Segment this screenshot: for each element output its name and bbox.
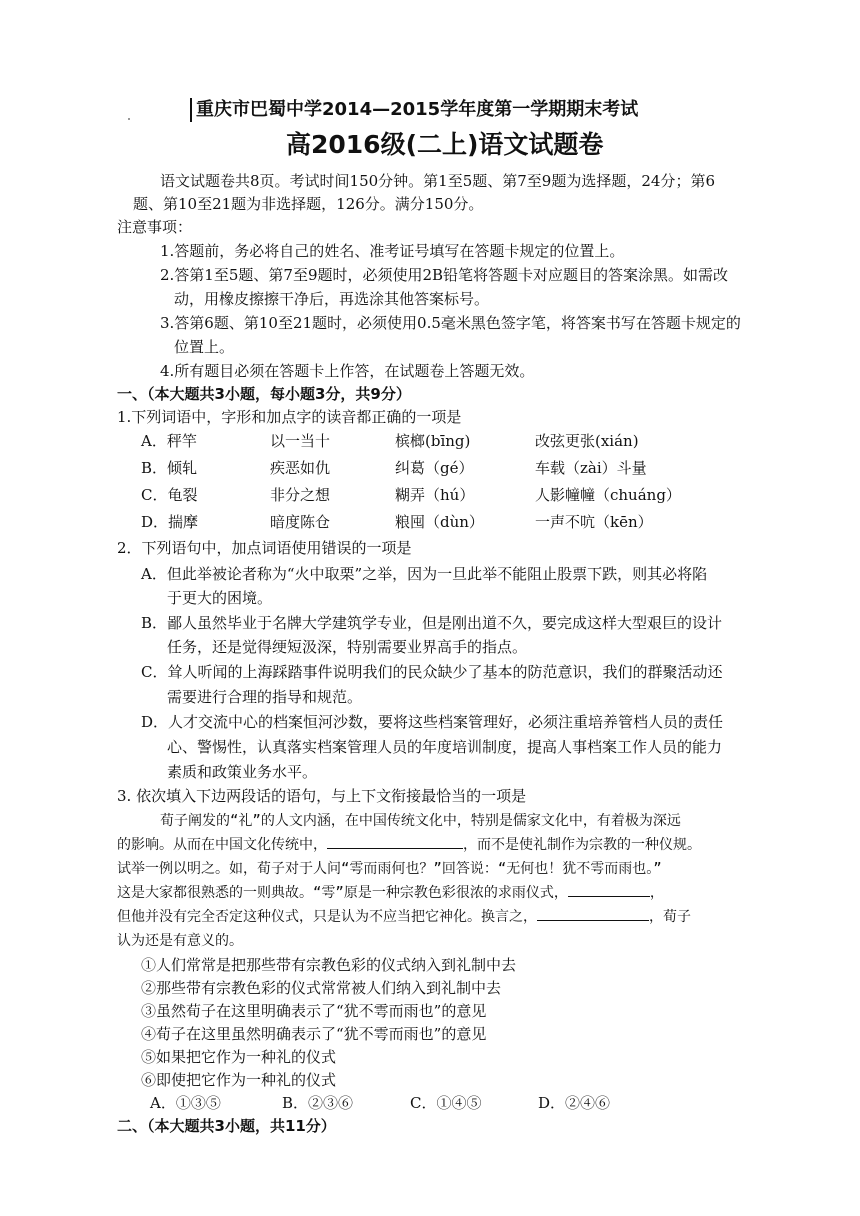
q1-a-word-1: A．秤竿: [141, 432, 197, 450]
q3-choice-d: D．②④⑥: [538, 1094, 611, 1112]
q3-passage-text: 的影响。从而在中国文化传统中，: [117, 837, 327, 853]
q3-passage-line-5: [117, 906, 691, 926]
q3-passage-text: ，: [649, 885, 664, 901]
exam-title-school: 重庆市巴蜀中学2014—2015学年度第一学期期末考试: [190, 98, 638, 122]
q1-b-word-2: 疾恶如仇: [270, 459, 331, 477]
q1-a-word-2: 以一当十: [270, 432, 331, 450]
q3-passage-text: ，而不是使礼制作为宗教的一种仪规。: [463, 837, 701, 853]
q2-option-d-line-3: 素质和政策业务水平。: [167, 763, 318, 781]
q1-b-word-1: B．倾轧: [141, 459, 198, 477]
intro-line-2: 题、第10至21题为非选择题，126分。满分150分。: [133, 195, 484, 213]
section-2-heading: 二、（本大题共3小题，共11分）: [117, 1117, 336, 1135]
q1-b-word-4: 车载（zài）斗量: [535, 459, 647, 477]
q3-statement-4: ④荀子在这里虽然明确表示了“犹不雩而雨也”的意见: [141, 1025, 487, 1043]
q1-c-word-1: C．龟裂: [141, 486, 198, 504]
section-1-heading: 一、（本大题共3小题，每小题3分，共9分）: [117, 385, 411, 403]
q2-option-d-line-2: 心、警惕性，认真落实档案管理人员的年度培训制度，提高人事档案工作人员的能力: [167, 738, 723, 756]
exam-title-paper: 高2016级(二上)语文试题卷: [286, 130, 604, 159]
q3-stem: 3. 依次填入下边两段话的语句，与上下文衔接最恰当的一项是: [117, 787, 527, 805]
q1-d-word-2: 暗度陈仓: [270, 513, 331, 531]
note-3-line-2: 位置上。: [174, 338, 235, 356]
q1-c-word-2: 非分之想: [270, 486, 331, 504]
q3-choice-a: A．①③⑤: [150, 1094, 221, 1112]
q3-statement-5: ⑤如果把它作为一种礼的仪式: [141, 1048, 337, 1066]
q1-a-word-3: 槟榔(bīng): [395, 432, 471, 450]
q3-passage-line-4: [117, 882, 664, 902]
answer-blank-2[interactable]: [568, 884, 650, 897]
q2-option-d-line-1: D．人才交流中心的档案恒河沙数，要将这些档案管理好，必须注重培养管档人员的责任: [141, 713, 724, 731]
q2-stem: 2．下列语句中，加点词语使用错误的一项是: [117, 539, 412, 557]
note-4: 4.所有题目必须在答题卡上作答，在试题卷上答题无效。: [160, 362, 535, 380]
q3-passage-line-3: 试举一例以明之。如，荀子对于人问“雩而雨何也？”回答说：“无何也！犹不雩而雨也。”: [117, 861, 662, 877]
q2-option-b-line-1: B．鄙人虽然毕业于名牌大学建筑学专业，但是刚出道不久，要完成这样大型艰巨的设计: [141, 614, 723, 632]
q1-d-word-3: 粮囤（dùn）: [395, 513, 484, 531]
note-2-line-2: 动，用橡皮擦擦干净后，再选涂其他答案标号。: [174, 290, 490, 308]
note-2-line-1: 2.答第1至5题、第7至9题时，必须使用2B铅笔将答题卡对应题目的答案涂黑。如需改: [160, 266, 729, 284]
q3-passage-line-2: [117, 834, 701, 854]
q2-option-b-line-2: 任务，还是觉得绠短汲深，特别需要业界高手的指点。: [167, 638, 528, 656]
q3-passage-text: 但他并没有完全否定这种仪式，只是认为不应当把它神化。换言之，: [117, 909, 537, 925]
q3-statement-6: ⑥即使把它作为一种礼的仪式: [141, 1071, 337, 1089]
answer-blank-3[interactable]: [537, 908, 649, 921]
q3-choice-c: C．①④⑤: [410, 1094, 482, 1112]
q3-statement-3: ③虽然荀子在这里明确表示了“犹不雩而雨也”的意见: [141, 1002, 487, 1020]
q2-option-a-line-1: A．但此举被论者称为“火中取栗”之举，因为一旦此举不能阻止股票下跌，则其必将陷: [141, 565, 708, 583]
q1-d-word-1: D．揣摩: [141, 513, 199, 531]
q3-statement-2: ②那些带有宗教色彩的仪式常常被人们纳入到礼制中去: [141, 979, 502, 997]
q1-b-word-3: 纠葛（gé）: [395, 459, 474, 477]
note-1: 1.答题前，务必将自己的姓名、准考证号填写在答题卡规定的位置上。: [160, 242, 625, 260]
intro-line-1: 语文试题卷共8页。考试时间150分钟。第1至5题、第7至9题为选择题，24分；第6: [160, 172, 715, 190]
q3-choice-b: B．②③⑥: [282, 1094, 354, 1112]
scan-speck: [128, 118, 130, 120]
q3-passage-line-1: 荀子阐发的“礼”的人文内涵，在中国传统文化中，特别是儒家文化中，有着极为深远: [160, 813, 681, 829]
q3-statement-1: ①人们常常是把那些带有宗教色彩的仪式纳入到礼制中去: [141, 956, 517, 974]
q3-passage-text: 这是大家都很熟悉的一则典故。“雩”原是一种宗教色彩很浓的求雨仪式，: [117, 885, 568, 901]
q3-passage-line-6: 认为还是有意义的。: [117, 933, 243, 949]
q1-c-word-4: 人影幢幢（chuáng）: [535, 486, 681, 504]
notes-label: 注意事项：: [117, 218, 193, 236]
answer-blank-1[interactable]: [327, 836, 463, 849]
q2-option-c-line-2: 需要进行合理的指导和规范。: [167, 688, 363, 706]
q2-option-c-line-1: C．耸人听闻的上海踩踏事件说明我们的民众缺少了基本的防范意识，我们的群聚活动还: [141, 663, 723, 681]
q3-passage-text: ，荀子: [649, 909, 691, 925]
q1-d-word-4: 一声不吭（kēn）: [535, 513, 653, 531]
q2-option-a-line-2: 于更大的困境。: [167, 589, 273, 607]
q1-c-word-3: 糊弄（hú）: [395, 486, 475, 504]
note-3-line-1: 3.答第6题、第10至21题时，必须使用0.5毫米黑色签字笔，将答案书写在答题卡规定的: [160, 314, 741, 332]
q1-a-word-4: 改弦更张(xián): [535, 432, 639, 450]
q1-stem: 1.下列词语中，字形和加点字的读音都正确的一项是: [117, 408, 462, 426]
